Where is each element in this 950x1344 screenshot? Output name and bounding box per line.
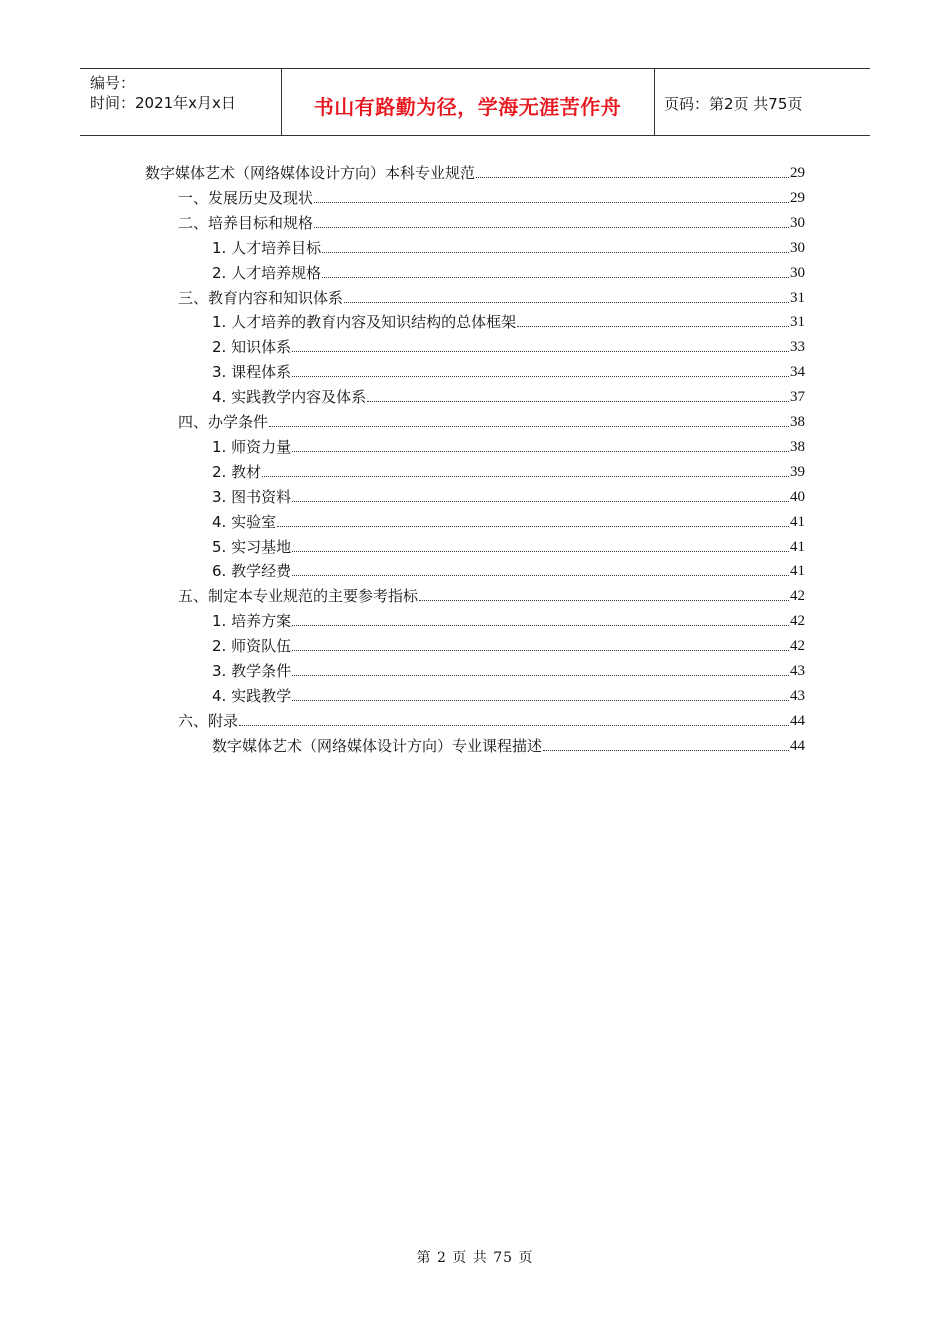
page-info: 页码：第2页 共75页 xyxy=(664,95,803,113)
code-label: 编号： xyxy=(90,74,136,92)
toc-entry-label: 1. 师资力量 xyxy=(212,437,292,456)
toc-entry-label: 数字媒体艺术（网络媒体设计方向）专业课程描述 xyxy=(212,736,543,755)
toc-dot-leader xyxy=(292,650,789,651)
toc-entry-page: 31 xyxy=(790,289,805,306)
toc-dot-leader xyxy=(292,675,789,676)
toc-entry-page: 39 xyxy=(790,463,805,480)
date-label: 时间：2021年x月x日 xyxy=(90,94,236,112)
toc-entry[interactable] xyxy=(212,731,805,755)
toc-entry[interactable] xyxy=(178,208,805,232)
toc-dot-leader xyxy=(292,451,789,452)
toc-entry-label: 五、制定本专业规范的主要参考指标 xyxy=(178,587,419,606)
toc-entry[interactable] xyxy=(212,233,805,257)
header-middle-cell xyxy=(281,69,655,135)
toc-entry-page: 40 xyxy=(790,488,805,505)
toc-entry-label: 数字媒体艺术（网络媒体设计方向）本科专业规范 xyxy=(145,164,476,182)
toc-entry-page: 42 xyxy=(790,613,805,630)
toc-entry[interactable] xyxy=(212,332,805,356)
page-footer: 第 2 页 共 75 页 xyxy=(416,1250,534,1266)
toc-entry[interactable] xyxy=(212,556,805,580)
toc-entry-page: 38 xyxy=(790,414,805,430)
toc-entry-label: 三、教育内容和知识体系 xyxy=(178,288,344,307)
toc-dot-leader xyxy=(367,401,789,402)
toc-entry[interactable] xyxy=(212,656,805,680)
toc-entry[interactable] xyxy=(178,283,805,307)
toc-dot-leader xyxy=(314,227,789,228)
toc-entry-label: 2. 教材 xyxy=(212,462,262,481)
toc-entry-label: 3. 图书资料 xyxy=(212,487,292,506)
toc-entry-page: 38 xyxy=(790,438,805,455)
toc-entry-page: 44 xyxy=(790,737,805,754)
toc-dot-leader xyxy=(292,700,789,701)
toc-dot-leader xyxy=(292,501,789,502)
toc-entry-page: 41 xyxy=(790,513,805,530)
toc-entry-page: 31 xyxy=(790,314,805,331)
toc-dot-leader xyxy=(344,302,789,303)
toc-dot-leader xyxy=(322,252,789,253)
toc-entry-label: 4. 实践教学内容及体系 xyxy=(212,388,367,407)
toc-entry-label: 4. 实验室 xyxy=(212,512,277,531)
toc-entry[interactable] xyxy=(145,158,805,182)
toc-entry-label: 4. 实践教学 xyxy=(212,686,292,705)
toc-entry-label: 3. 课程体系 xyxy=(212,363,292,382)
toc-entry-label: 2. 师资队伍 xyxy=(212,637,292,656)
toc-entry-page: 41 xyxy=(790,538,805,555)
toc-entry-label: 二、培养目标和规格 xyxy=(178,213,314,232)
toc-entry-label: 一、发展历史及现状 xyxy=(178,188,314,207)
toc-entry-label: 四、办学条件 xyxy=(178,413,269,431)
toc-entry[interactable] xyxy=(212,482,805,506)
toc-entry-label: 1. 人才培养目标 xyxy=(212,238,322,257)
toc-entry-label: 2. 知识体系 xyxy=(212,338,292,357)
header-left-cell xyxy=(80,69,282,135)
toc-entry-page: 30 xyxy=(790,214,805,231)
toc-entry[interactable] xyxy=(212,307,805,331)
toc-entry-label: 3. 教学条件 xyxy=(212,662,292,680)
toc-entry-page: 41 xyxy=(790,563,805,580)
toc-dot-leader xyxy=(314,202,789,203)
toc-entry-page: 29 xyxy=(790,165,805,181)
toc-entry-page: 33 xyxy=(790,339,805,356)
toc-entry[interactable] xyxy=(212,631,805,655)
toc-dot-leader xyxy=(292,625,789,626)
toc-entry-label: 5. 实习基地 xyxy=(212,537,292,556)
toc-dot-leader xyxy=(292,551,789,552)
page-header xyxy=(80,68,870,136)
toc-entry-label: 1. 培养方案 xyxy=(212,612,292,631)
toc-dot-leader xyxy=(277,526,789,527)
toc-entry[interactable] xyxy=(212,382,805,406)
toc-entry-page: 44 xyxy=(790,712,805,729)
toc-entry-page: 37 xyxy=(790,389,805,406)
header-right-cell xyxy=(654,69,870,135)
toc-dot-leader xyxy=(292,376,789,377)
toc-entry-label: 六、附录 xyxy=(178,711,239,730)
toc-entry-page: 29 xyxy=(790,189,805,206)
toc-dot-leader xyxy=(322,277,789,278)
toc-entry[interactable] xyxy=(212,258,805,282)
toc-entry[interactable] xyxy=(212,357,805,381)
toc-entry-page: 43 xyxy=(790,687,805,704)
toc-entry-page: 34 xyxy=(790,364,805,381)
toc-entry[interactable] xyxy=(178,407,805,431)
toc-entry[interactable] xyxy=(212,457,805,481)
toc-entry-label: 2. 人才培养规格 xyxy=(212,263,322,282)
toc-dot-leader xyxy=(419,600,789,601)
toc-entry-page: 43 xyxy=(790,663,805,679)
toc-entry-page: 42 xyxy=(790,588,805,605)
toc-entry[interactable] xyxy=(212,681,805,705)
toc-dot-leader xyxy=(269,426,789,427)
toc-dot-leader xyxy=(543,750,789,751)
toc-entry[interactable] xyxy=(178,706,805,730)
toc-entry[interactable] xyxy=(212,532,805,556)
toc-entry-page: 30 xyxy=(790,239,805,256)
toc-dot-leader xyxy=(517,326,789,327)
toc-dot-leader xyxy=(292,351,789,352)
toc-dot-leader xyxy=(262,476,789,477)
toc-entry-label: 1. 人才培养的教育内容及知识结构的总体框架 xyxy=(212,313,517,332)
toc-entry[interactable] xyxy=(212,432,805,456)
motto: 书山有路勤为径，学海无涯苦作舟 xyxy=(313,95,622,119)
toc-dot-leader xyxy=(292,575,789,576)
toc-dot-leader xyxy=(239,725,789,726)
toc-entry[interactable] xyxy=(212,606,805,630)
toc-entry[interactable] xyxy=(178,581,805,605)
toc-entry[interactable] xyxy=(212,507,805,531)
toc-entry-label: 6. 教学经费 xyxy=(212,562,292,581)
toc-dot-leader xyxy=(476,177,789,178)
toc-entry-page: 42 xyxy=(790,638,805,655)
toc-entry[interactable] xyxy=(178,183,805,207)
toc-entry-page: 30 xyxy=(790,264,805,281)
